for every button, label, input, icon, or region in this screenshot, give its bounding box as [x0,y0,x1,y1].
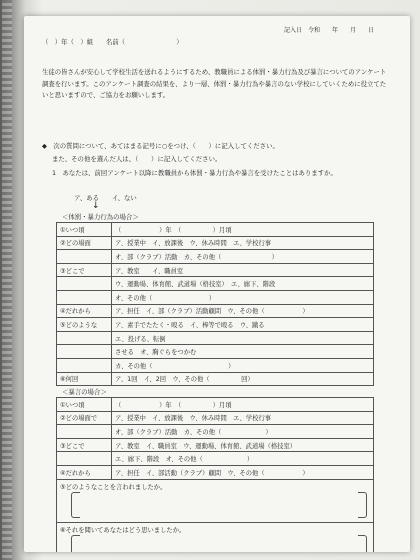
table-row [57,318,374,332]
table-row [57,452,374,466]
table-row [57,250,374,264]
date-field[interactable]: 記入日 令和 年 月 日 [283,27,374,34]
q5-question: ⑤どのようなことを言われましたか。 [60,483,167,491]
question-1: 1 あなたは、前回アンケート以降に教職員から体罰・暴力行為や暴言を受けたことはありますか。 [52,169,337,177]
table-row [57,465,374,479]
table-row [57,331,374,345]
row-label: ⑥何回 [57,372,112,386]
table-row [57,236,374,250]
row-options[interactable]: ア、担任 イ、部活動（クラブ）顧問 ウ、その他（ ） [112,465,374,479]
row-options[interactable]: ア、担任 イ、部（クラブ）活動顧問 ウ、その他（ ） [112,304,374,318]
instruction-line-1: ◆ 次の質問について、あてはまる記号に○をつけ、（ ）に記入してください。 [42,142,279,150]
q6-answer-bracket-right[interactable] [358,535,367,552]
instruction-line-2: また、その他を選んだ人は、（ ）に記入してください。 [52,155,222,163]
class-name-line[interactable]: （ ）年（ ）組 名前（ ） [42,38,183,46]
row-options[interactable]: オ、部（クラブ）活動 カ、その他（ ） [112,250,374,264]
section-verbal-title: ＜暴言の場合＞ [62,388,107,396]
table-row [57,438,374,452]
table-row [57,304,374,318]
table-row [57,411,374,425]
row-label [57,250,112,264]
survey-sheet [24,16,410,552]
binder-edge [2,0,12,560]
row-label: ③どこで [57,438,112,452]
row-options[interactable]: オ、その他（ ） [112,290,374,304]
q5-answer-bracket-right[interactable] [358,492,367,518]
row-label [57,358,112,372]
row-options[interactable]: ア、授業中 イ、放課後 ウ、休み時間 エ、学校行事 [112,236,374,250]
table-row [57,263,374,277]
row-label [57,290,112,304]
row-label: ⑤どのような [57,318,112,332]
section-verbal-table [56,397,374,552]
q6-answer-bracket-left[interactable] [71,535,80,552]
row-options[interactable]: させる オ、胸ぐらをつかむ [112,345,374,359]
row-label: ①いつ頃 [57,223,112,237]
q5-answer-bracket-left[interactable] [71,492,80,518]
question-1-options[interactable]: ア、ある イ、ない [74,194,137,202]
row-label: ④だれから [57,304,112,318]
row-label: ①いつ頃 [57,398,112,412]
row-label [57,345,112,359]
row-label: ②どの場面で [57,411,112,425]
row-options[interactable]: ア、授業中 イ、放課後 ウ、休み時間 エ、学校行事 [112,411,374,425]
row-options[interactable]: ア、教室 イ、職員室 ウ、運動場、体育館、武道場（格技室） [112,438,374,452]
row-label: ④だれから [57,465,112,479]
row-options[interactable]: エ、投げる、転倒 [112,331,374,345]
table-row [57,372,374,386]
row-options[interactable]: ア、1回 イ、2回 ウ、その他（ 回） [112,372,374,386]
row-options[interactable]: カ、その他（ ） [112,358,374,372]
row-options[interactable]: （ ）年 （ ）月頃 [112,398,374,412]
q6-question: ⑥それを聞いてあなたはどう思いましたか。 [60,526,186,534]
table-row [57,398,374,412]
table-row [57,522,374,552]
table-row [57,290,374,304]
table-row [57,479,374,522]
row-label [57,452,112,466]
row-label [57,331,112,345]
table-row [57,277,374,291]
row-label: ②どの場面 [57,236,112,250]
row-options[interactable]: ア、素手でたたく・殴る イ、棒等で殴る ウ、蹴る [112,318,374,332]
row-options[interactable]: ア、教室 イ、職員室 [112,263,374,277]
table-row [57,223,374,237]
table-row [57,358,374,372]
table-row [57,425,374,439]
row-label [57,277,112,291]
down-arrow-icon: ↓ [92,201,100,211]
row-options[interactable]: ウ、運動場、体育館、武道場（格技室） エ、廊下、階段 [112,277,374,291]
section-physical-table [56,222,374,386]
row-label [57,425,112,439]
table-row [57,345,374,359]
intro-paragraph: 生徒の皆さんが安心して学校生活を送れるようにするため、教職員による体罰・暴力行為及び暴言についてのアンケート調査を行います。このアンケート調査の結果を、より一層、体罰・暴力行為や暴言のない学校にしていくために役立てたいと思いますので、ご協力をお願いします。 [42,68,387,99]
row-options[interactable]: オ、部（クラブ）活動 カ、その他（ ） [112,425,374,439]
section-physical-title: ＜体罰・暴力行為の場合＞ [62,213,139,221]
row-options[interactable]: （ ）年 （ ）月頃 [112,223,374,237]
row-label: ③どこで [57,263,112,277]
row-options[interactable]: エ、廊下、階段 オ、その他（ ） [112,452,374,466]
